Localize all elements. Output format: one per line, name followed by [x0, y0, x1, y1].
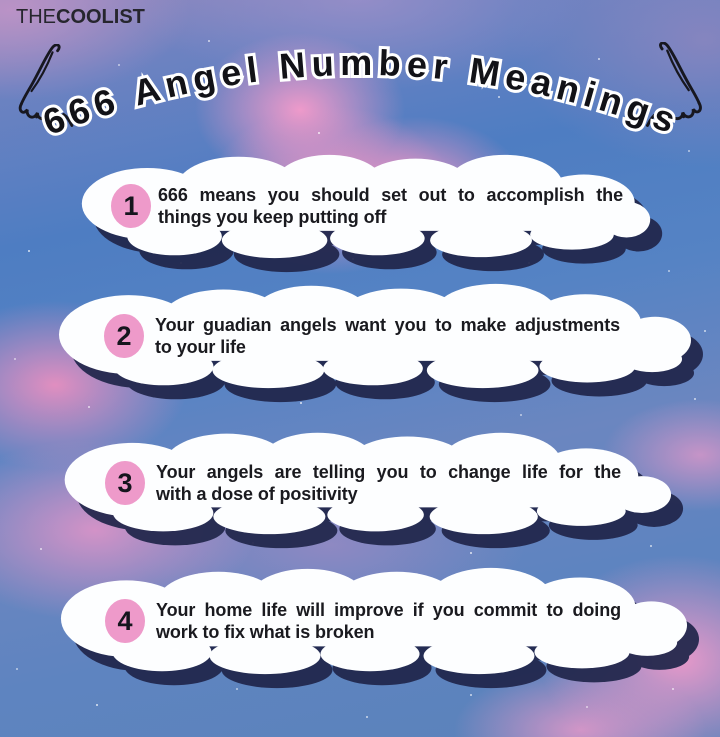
- meaning-item-2: [54, 282, 692, 390]
- item-text: [156, 599, 621, 643]
- item-text-line: with a dose of positivity: [156, 484, 358, 504]
- meaning-content: [111, 184, 623, 228]
- meaning-content: [105, 599, 621, 643]
- item-text: [155, 314, 620, 358]
- item-number-badge: 4: [105, 599, 145, 643]
- svg-text:666 Angel Number Meanings: [38, 42, 687, 143]
- item-text-line: Your angels are telling you to change life for the: [156, 462, 621, 482]
- meaning-content: [105, 461, 621, 505]
- brand-logo: [16, 6, 145, 29]
- item-text-line: work to fix what is broken: [156, 622, 375, 642]
- item-text-line: Your home life will improve if you commit to doing: [156, 600, 621, 620]
- item-text-line: 666 means you should set out to accomplish the: [158, 185, 623, 205]
- item-text-line: things you keep putting off: [158, 207, 387, 227]
- item-text: [156, 461, 621, 505]
- item-number-badge: 1: [111, 184, 151, 228]
- brand-suffix: COOLIST: [56, 6, 145, 28]
- meaning-item-3: [55, 430, 673, 536]
- item-text: [158, 184, 623, 228]
- item-number-badge: 2: [104, 314, 144, 358]
- brand-prefix: THE: [16, 6, 56, 28]
- item-text-line: to your life: [155, 337, 246, 357]
- meaning-item-4: [55, 566, 689, 676]
- item-text-line: Your guadian angels want you to make adjustments: [155, 315, 620, 335]
- meaning-content: [104, 314, 620, 358]
- page-title-text: 666 Angel Number Meanings: [37, 41, 687, 143]
- item-number-badge: 3: [105, 461, 145, 505]
